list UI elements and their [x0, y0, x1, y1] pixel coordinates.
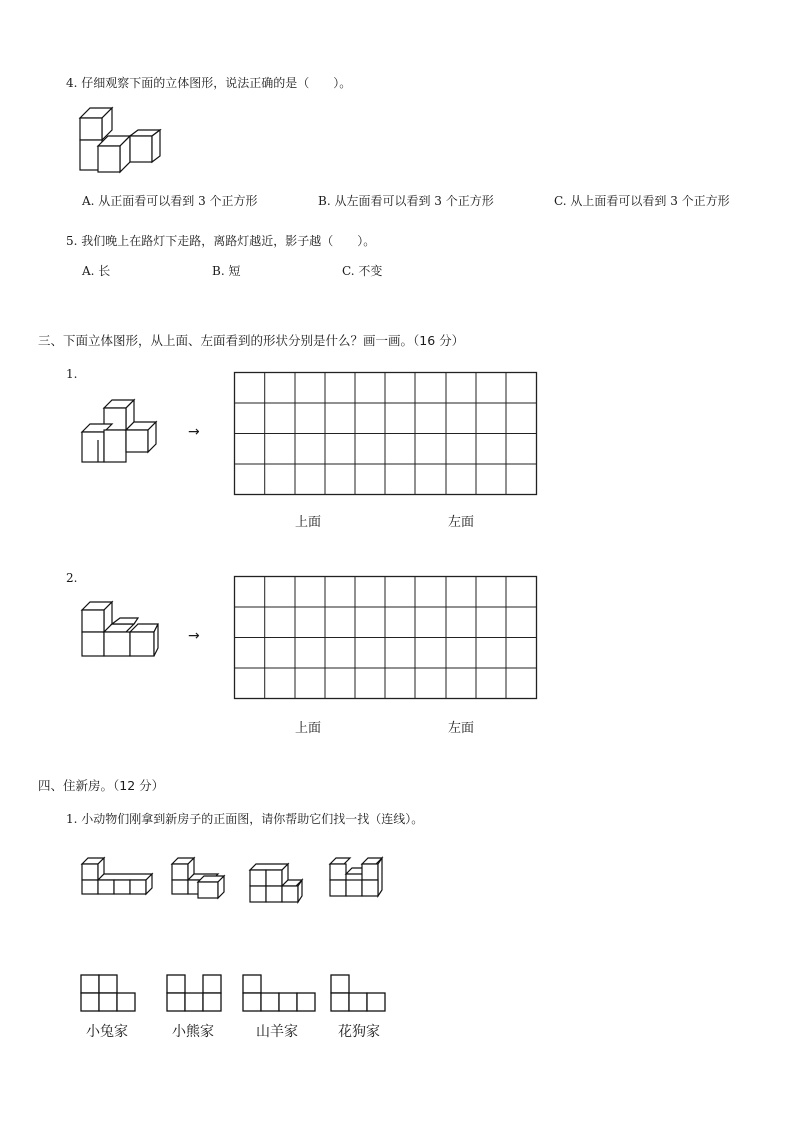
section-3-title: 三、下面立体图形，从上面、左面看到的形状分别是什么？画一画。（16 分） — [38, 333, 465, 348]
front-view-house-3[interactable] — [242, 974, 320, 1014]
question-5-text: 5. 我们晚上在路灯下走路，离路灯越近，影子越（ ）。 — [66, 234, 376, 248]
q5-option-a: A. 长 — [82, 264, 111, 278]
solid-house-1[interactable] — [78, 856, 154, 898]
solid-house-3[interactable] — [246, 862, 306, 906]
s3-item-1-label-top: 上面 — [295, 515, 322, 530]
question-4-text: 4. 仔细观察下面的立体图形，说法正确的是（ ）。 — [66, 76, 352, 90]
s3-item-2-solid-figure — [78, 598, 168, 662]
front-view-house-1[interactable] — [80, 974, 140, 1014]
solid-house-4[interactable] — [326, 856, 386, 900]
house-label-goat: 山羊家 — [256, 1024, 298, 1040]
q5-option-b: B. 短 — [212, 264, 241, 278]
s3-item-1-drawing-grid[interactable] — [234, 372, 538, 496]
front-view-house-4[interactable] — [330, 974, 390, 1014]
s3-item-1-label-left: 左面 — [448, 515, 475, 530]
q5-option-c: C. 不变 — [342, 264, 383, 278]
q4-option-b: B. 从左面看可以看到 3 个正方形 — [318, 194, 494, 208]
s3-item-2-number: 2. — [66, 571, 78, 585]
q4-option-a: A. 从正面看可以看到 3 个正方形 — [82, 194, 258, 208]
s3-item-2-drawing-grid[interactable] — [234, 576, 538, 700]
section-4-title: 四、住新房。（12 分） — [38, 778, 165, 793]
s3-item-1-arrow: → — [188, 424, 200, 440]
s3-item-2-label-left: 左面 — [448, 721, 475, 736]
s3-item-2-label-top: 上面 — [295, 721, 322, 736]
front-view-house-2[interactable] — [166, 974, 226, 1014]
s3-item-1-number: 1. — [66, 367, 78, 381]
q4-option-c: C. 从上面看可以看到 3 个正方形 — [554, 194, 730, 208]
s3-item-2-arrow: → — [188, 628, 200, 644]
solid-house-2[interactable] — [168, 854, 228, 900]
question-4-solid-figure — [76, 104, 176, 176]
house-label-bear: 小熊家 — [172, 1024, 214, 1040]
house-label-dog: 花狗家 — [338, 1024, 380, 1040]
s3-item-1-solid-figure — [78, 396, 168, 468]
section-4-question-1: 1. 小动物们刚拿到新房子的正面图，请你帮助它们找一找（连线）。 — [66, 812, 424, 826]
house-label-rabbit: 小兔家 — [86, 1024, 128, 1040]
